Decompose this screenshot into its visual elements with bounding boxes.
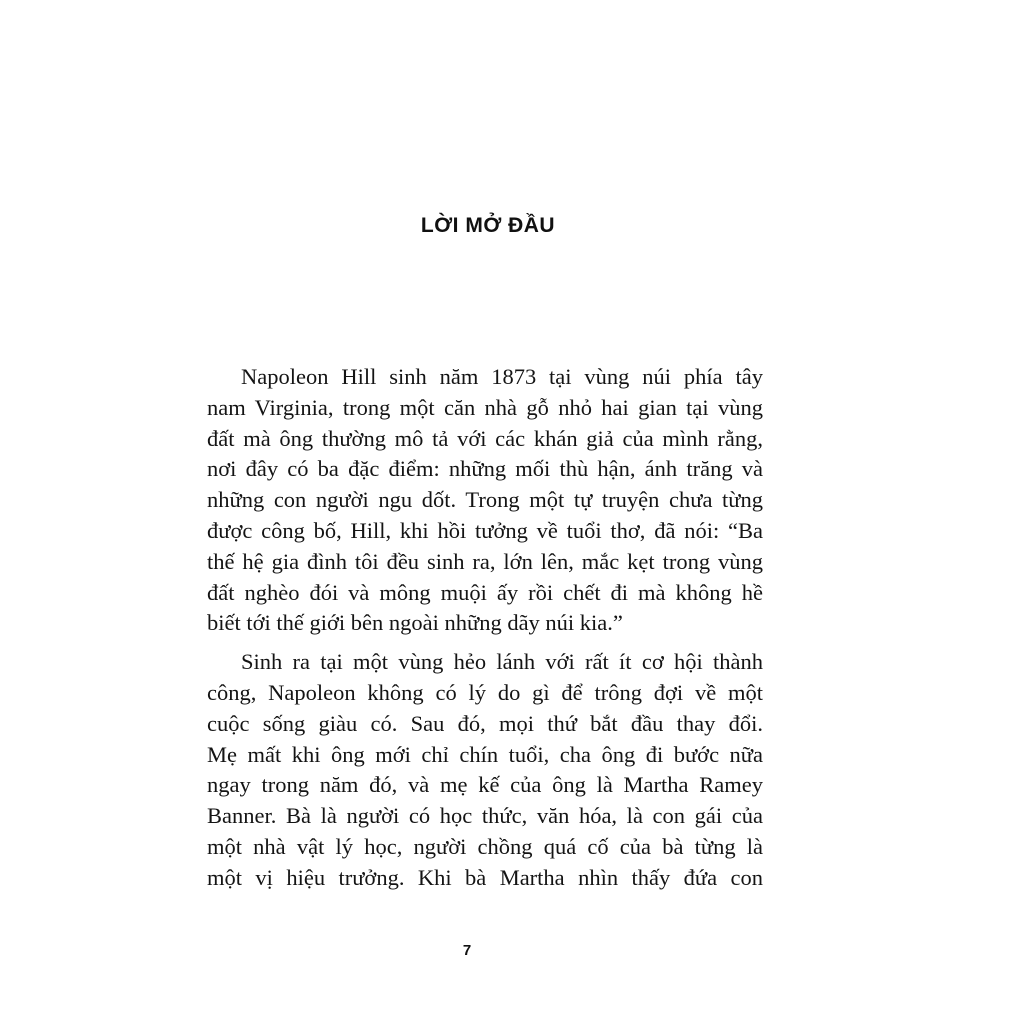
text-line: công, Napoleon không có lý do gì để trông đợi về một (207, 679, 763, 705)
text-line: Mẹ mất khi ông mới chỉ chín tuổi, cha ông đi bước nữa (207, 741, 763, 767)
body-text (207, 362, 763, 894)
chapter-title: LỜI MỞ ĐẦU (420, 214, 556, 237)
text-line: một vị hiệu trưởng. Khi bà Martha nhìn thấy đứa con (207, 864, 763, 890)
text-line: những con người ngu dốt. Trong một tự truyện chưa từng (207, 487, 763, 513)
paragraph-2 (207, 647, 763, 893)
text-line: cuộc sống giàu có. Sau đó, mọi thứ bắt đầu thay đổi. (207, 710, 763, 736)
text-line: thế hệ gia đình tôi đều sinh ra, lớn lên, mắc kẹt trong vùng (207, 548, 763, 574)
text-line: một nhà vật lý học, người chồng quá cố của bà từng là (207, 833, 763, 859)
text-line: đất mà ông thường mô tả với các khán giả của mình rằng, (207, 425, 763, 451)
text-line: được công bố, Hill, khi hồi tưởng về tuổi thơ, đã nói: “Ba (207, 517, 763, 543)
text-line: ngay trong năm đó, và mẹ kế của ông là Martha Ramey (207, 772, 763, 798)
text-line: nam Virginia, trong một căn nhà gỗ nhỏ hai gian tại vùng (207, 394, 763, 420)
text-line: nơi đây có ba đặc điểm: những mối thù hận, ánh trăng và (207, 456, 763, 482)
paragraph-1 (207, 362, 763, 639)
text-line: Sinh ra tại một vùng hẻo lánh với rất ít cơ hội thành (241, 649, 763, 675)
text-line: Banner. Bà là người có học thức, văn hóa, là con gái của (207, 803, 763, 829)
text-line: đất nghèo đói và mông muội ấy rồi chết đi mà không hề (207, 579, 763, 605)
page-number: 7 (462, 942, 472, 959)
text-line: biết tới thế giới bên ngoài những dãy núi kia.” (207, 610, 623, 636)
text-line: Napoleon Hill sinh năm 1873 tại vùng núi phía tây (241, 364, 763, 389)
